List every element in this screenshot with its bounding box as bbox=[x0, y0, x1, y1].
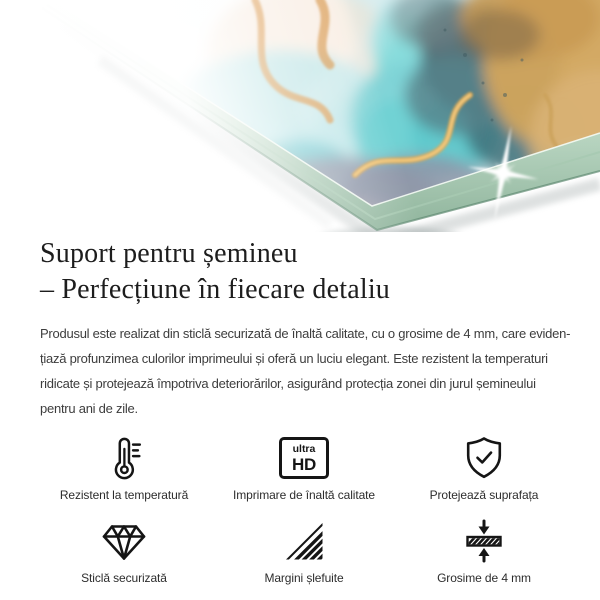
feature-print-quality bbox=[214, 433, 394, 502]
feature-thickness bbox=[394, 516, 574, 585]
shield-check-icon bbox=[461, 433, 507, 483]
thermometer-icon bbox=[101, 433, 147, 483]
title-line-1: Suport pentru șemineu bbox=[40, 238, 298, 269]
feature-temperature bbox=[34, 433, 214, 502]
ultra-hd-badge-top: ultra bbox=[292, 443, 316, 456]
diamond-icon bbox=[100, 516, 148, 566]
polished-edges-icon bbox=[281, 516, 327, 566]
feature-label: Margini șlefuite bbox=[264, 571, 344, 585]
description-line: pentru ani de zile. bbox=[40, 401, 138, 416]
feature-tempered-glass bbox=[34, 516, 214, 585]
description-line: Produsul este realizat din sticlă securizată de înaltă calitate, cu o grosime de 4 mm, care eviden- bbox=[40, 326, 571, 341]
glass-panel-illustration bbox=[0, 0, 600, 232]
feature-surface-protection bbox=[394, 433, 574, 502]
feature-label: Rezistent la temperatură bbox=[59, 488, 189, 502]
product-image bbox=[0, 0, 600, 232]
feature-polished-edges bbox=[214, 516, 394, 585]
description-line: ridicate și protejează împotriva deteriorărilor, asigurând protecția zonei din jurul șemineului bbox=[40, 376, 536, 391]
description-line: țiază profunzimea culorilor imprimeului și oferă un luciu elegant. Este rezistent la temperaturi bbox=[40, 351, 548, 366]
product-description-text bbox=[0, 321, 600, 421]
feature-label: Grosime de 4 mm bbox=[437, 571, 531, 585]
thickness-4mm-icon bbox=[461, 516, 507, 566]
feature-label: Imprimare de înaltă calitate bbox=[233, 488, 375, 502]
feature-label: Sticlă securizată bbox=[81, 571, 167, 585]
feature-label: Protejează suprafața bbox=[429, 488, 539, 502]
ultra-hd-icon bbox=[279, 433, 329, 483]
white-fade-overlay bbox=[0, 0, 600, 232]
title-line-2: – Perfecțiune în fiecare detaliu bbox=[40, 274, 391, 305]
page-title bbox=[0, 236, 600, 308]
features-grid bbox=[0, 433, 600, 585]
ultra-hd-badge-bottom: HD bbox=[292, 454, 316, 474]
